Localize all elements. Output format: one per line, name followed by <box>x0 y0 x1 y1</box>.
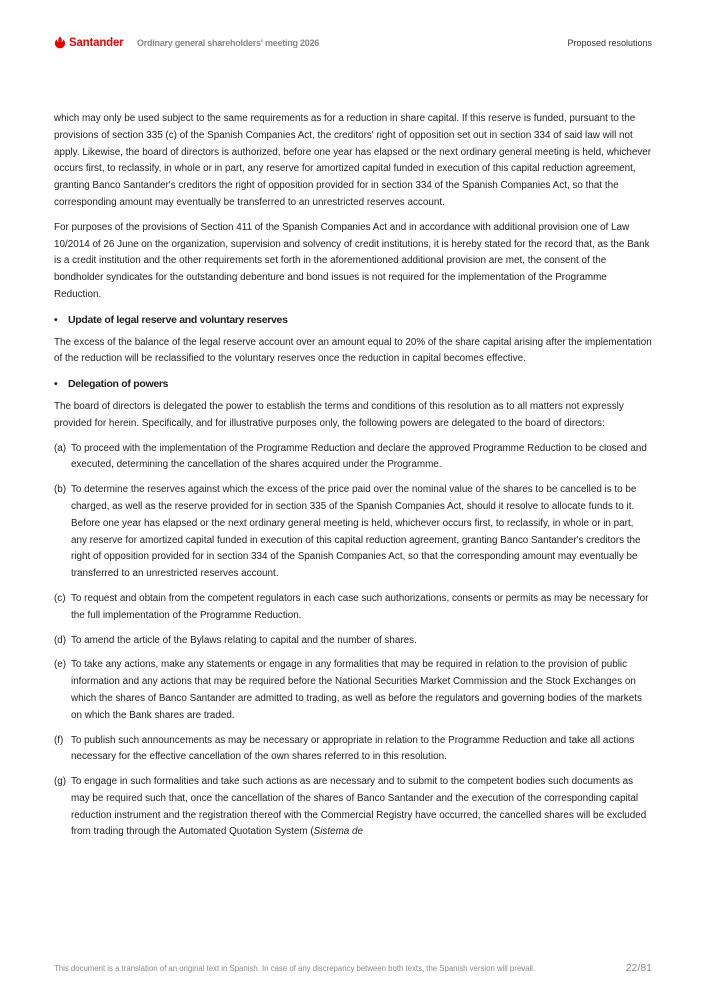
list-item-text-main: To engage in such formalities and take such actions as are necessary and to submit to the competent bodies such documents as may be required such that, once the cancellation of the shares of Banco Santander and the execution of the corresponding capital reduction instrument and the registration thereof with the Commercial Registry have occurred, the cancelled shares will be excluded from trading through the Automated Quotation System ( <box>71 776 647 838</box>
list-item-text: To amend the article of the Bylaws relating to capital and the number of shares. <box>71 634 417 646</box>
list-item-label: (c) <box>54 592 66 604</box>
list-item-label: (b) <box>54 484 67 496</box>
list-item-label: (g) <box>54 776 67 788</box>
brand-name: Santander <box>69 36 124 49</box>
bullet-icon: • <box>54 313 58 326</box>
paragraph-bondholder-consent: For purposes of the provisions of Section 411 of the Spanish Companies Act and in accordance with additional provision one of Law 10/2014 of 26 June on the organization, supervision and solvency of credit institutions, it is hereby stated for the record that, as the Bank is a credit institution and the other requirements set forth in the aforementioned additional provision are met, the consent of the bondholder syndicates for the outstanding debenture and bond issues is not required for the implementation of the Programme Reduction. <box>54 221 650 300</box>
list-item-text: To determine the reserves against which the excess of the price paid over the nominal value of the shares to be cancelled is to be charged, as well as the reserve provided for in section 335 of the Spanish Companies Act, should it resolve to allocate funds to it. Before one year has elapsed or the next ordinary general meeting is held, whichever occurs first, to reclassify, in whole or in part, any reserve for amortized capital funded in execution of this capital reduction agreement, granting Banco Santander's creditors the right of opposition provided for in section 334 of the Spanish Companies Act, so that the corresponding amount may eventually be transferred to an unrestricted reserves account. <box>71 484 641 580</box>
list-item <box>54 441 652 475</box>
list-item-label: (f) <box>54 734 64 746</box>
list-item-text: To request and obtain from the competent regulators in each case such authorizations, consents or permits as may be necessary for the full implementation of the Programme Reduction. <box>71 592 649 621</box>
heading-delegation-text: Delegation of powers <box>68 378 169 391</box>
section-label: Proposed resolutions <box>567 38 652 48</box>
heading-legal-reserve-text: Update of legal reserve and voluntary reserves <box>68 313 288 326</box>
list-item-text-italic: Sistema de <box>313 826 364 838</box>
list-item <box>54 733 652 767</box>
list-item-label: (e) <box>54 659 67 671</box>
flame-icon <box>54 36 66 49</box>
santander-logo <box>54 36 123 49</box>
page-header <box>0 0 709 70</box>
heading-delegation <box>54 376 652 393</box>
heading-legal-reserve <box>54 312 652 329</box>
list-item-text: To take any actions, make any statements or engage in any formalities that may be required in relation to the provision of public information and any actions that may be required before the National Securities Market Commission and the Stock Exchanges on which the shares of Banco Santander are admitted to trading, as well as before the regulators and governing bodies of the markets on which the Bank shares are traded. <box>71 659 642 721</box>
list-item-text <box>71 774 652 841</box>
list-item-text: To proceed with the implementation of the Programme Reduction and declare the approved Programme Reduction to be closed and executed, determining the cancellation of the shares acquired under the Programme. <box>71 442 647 471</box>
list-item <box>54 633 652 650</box>
document-body <box>54 111 652 849</box>
page-footer <box>54 962 652 976</box>
list-item <box>54 774 652 841</box>
list-item <box>54 591 652 625</box>
list-item-label: (a) <box>54 442 67 454</box>
paragraph-reserve-funding: which may only be used subject to the same requirements as for a reduction in share capital. If this reserve is funded, pursuant to the provisions of section 335 (c) of the Spanish Companies Act, the creditors' right of opposition set out in section 334 of said law will not apply. Likewise, the board of directors is authorized, before one year has elapsed or the next ordinary general meeting is held, whichever occurs first, to reclassify, in whole or in part, any reserve for amortized capital funded in execution of this capital reduction agreement, granting Banco Santander's creditors the right of opposition provided for in section 334 of the Spanish Companies Act, so that the corresponding amount may eventually be transferred to an unrestricted reserves account. <box>54 113 652 208</box>
translation-disclaimer: This document is a translation of an original text in Spanish. In case of any discrepancy between both texts, the Spanish version will prevail. <box>54 964 536 973</box>
list-item-label: (d) <box>54 634 67 646</box>
paragraph-legal-reserve: The excess of the balance of the legal reserve account over an amount equal to 20% of the share capital arising after the implementation of the reduction will be reclassified to the voluntary reserves once the reduction in capital becomes effective. <box>54 336 652 365</box>
list-item <box>54 482 652 583</box>
page-number: 22/81 <box>625 962 652 974</box>
list-item <box>54 657 652 724</box>
meeting-title: Ordinary general shareholders' meeting 2026 <box>137 38 319 48</box>
list-item-text: To publish such announcements as may be necessary or appropriate in relation to the Programme Reduction and take all actions necessary for the effective cancellation of the own shares referred to in this resolution. <box>71 734 635 763</box>
paragraph-delegation: The board of directors is delegated the power to establish the terms and conditions of this resolution as to all matters not expressly provided for herein. Specifically, and for illustrative purposes only, the following powers are delegated to the board of directors: <box>54 400 624 429</box>
bullet-icon: • <box>54 378 58 391</box>
